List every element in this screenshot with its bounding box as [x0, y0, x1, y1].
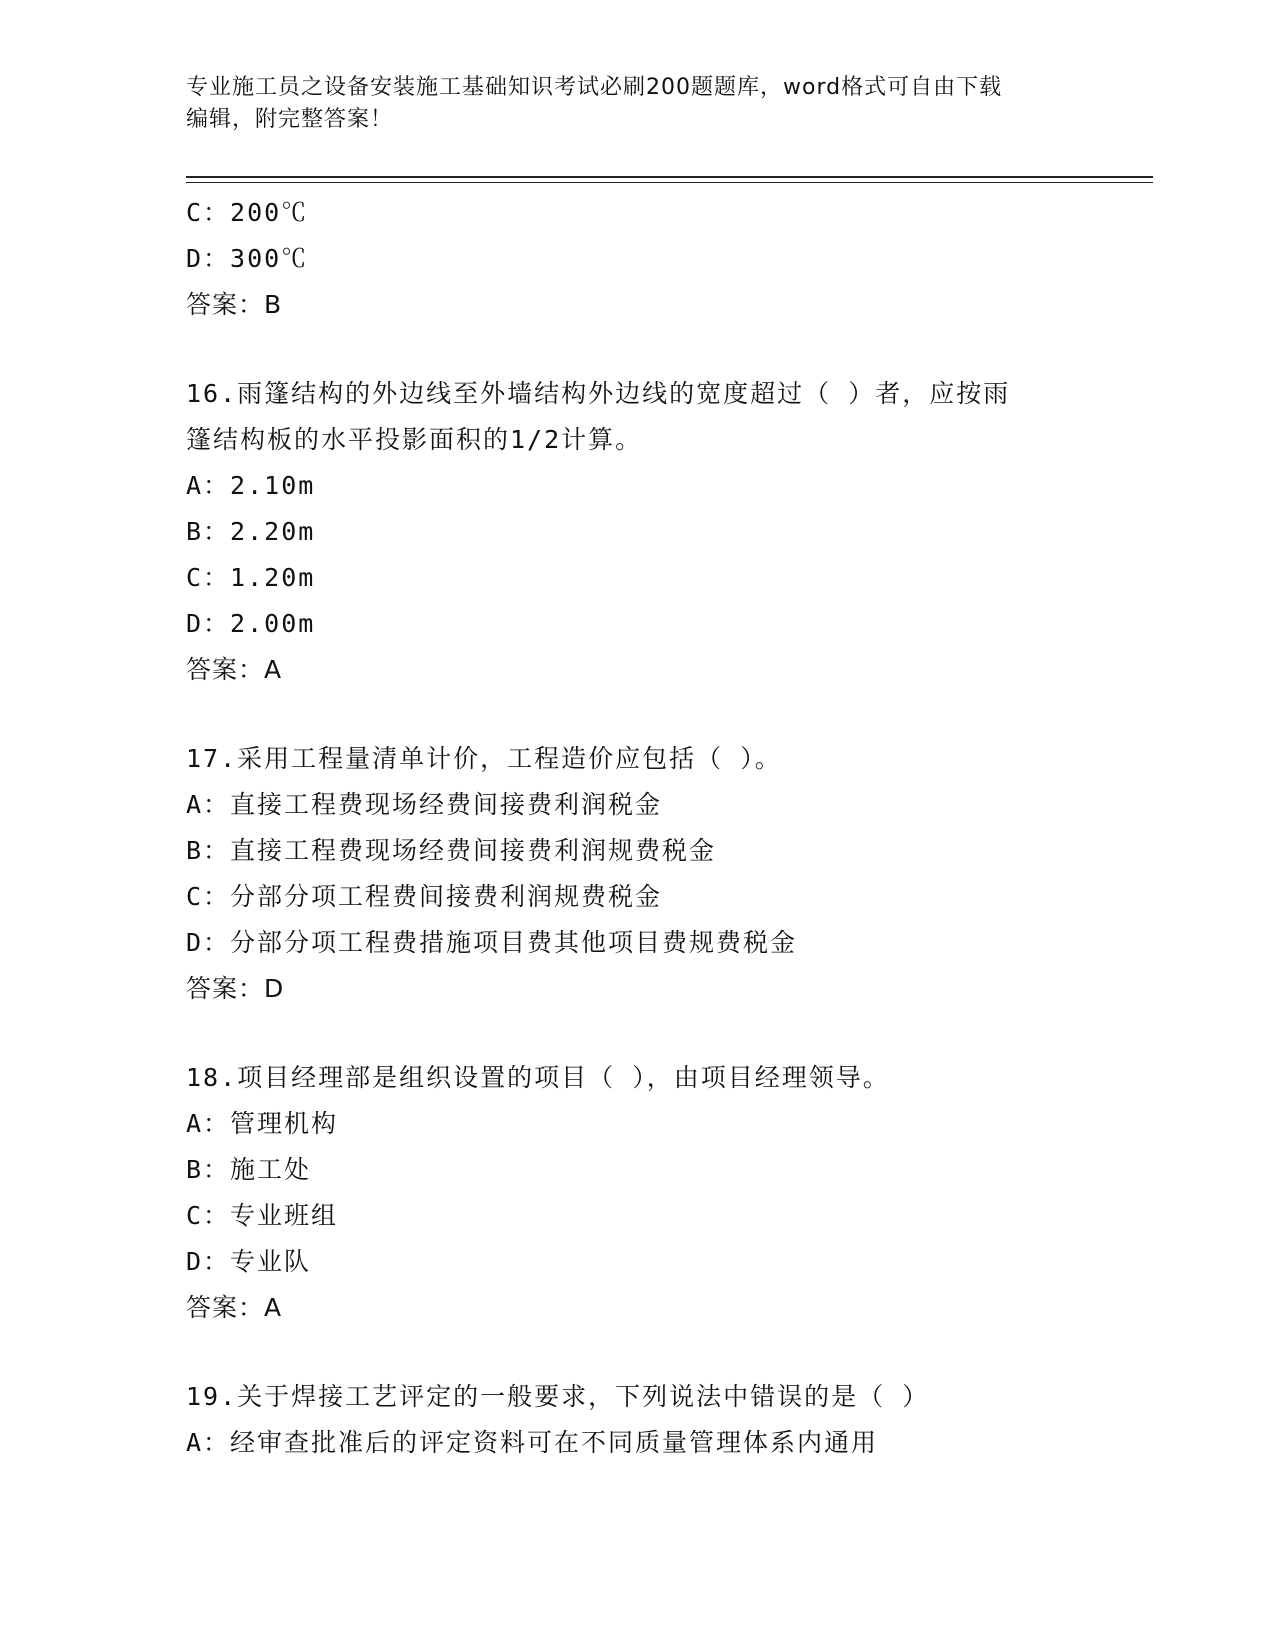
question-18-option-b: B：施工处 — [186, 1155, 312, 1184]
question-16-text-line-1: 16.雨篷结构的外边线至外墙结构外边线的宽度超过（ ）者，应按雨 — [186, 379, 1011, 408]
header-divider-thin — [186, 182, 1153, 183]
question-list — [186, 190, 1146, 1466]
question-19-option-a: A：经审查批准后的评定资料可在不同质量管理体系内通用 — [186, 1428, 879, 1457]
question-18-text: 18.项目经理部是组织设置的项目（ ），由项目经理领导。 — [186, 1063, 890, 1092]
header-title-line-2: 编辑，附完整答案！ — [186, 107, 394, 132]
question-16-answer: 答案：A — [186, 655, 283, 684]
question-18-option-c: C：专业班组 — [186, 1201, 339, 1230]
question-17-text: 17.采用工程量清单计价，工程造价应包括（ ）。 — [186, 744, 782, 773]
question-18-option-d: D：专业队 — [186, 1247, 312, 1276]
question-16-option-d: D：2.00m — [186, 609, 316, 638]
question-17-option-a: A：直接工程费现场经费间接费利润税金 — [186, 790, 663, 819]
header-divider-thick — [186, 176, 1153, 178]
option-d: D：300℃ — [186, 244, 309, 273]
question-19-text: 19.关于焊接工艺评定的一般要求，下列说法中错误的是（ ） — [186, 1382, 930, 1411]
question-16-option-b: B：2.20m — [186, 517, 316, 546]
question-17-answer: 答案：D — [186, 974, 285, 1003]
document-header — [186, 72, 1066, 136]
question-18-option-a: A：管理机构 — [186, 1109, 339, 1138]
question-17-option-d: D：分部分项工程费措施项目费其他项目费规费税金 — [186, 928, 798, 957]
header-title-line-1: 专业施工员之设备安装施工基础知识考试必刷200题题库，word格式可自由下载 — [186, 75, 1003, 100]
question-16-text-line-2: 篷结构板的水平投影面积的1/2计算。 — [186, 425, 643, 454]
option-c: C：200℃ — [186, 198, 309, 227]
question-16-option-c: C：1.20m — [186, 563, 316, 592]
question-17-option-b: B：直接工程费现场经费间接费利润规费税金 — [186, 836, 717, 865]
question-17-option-c: C：分部分项工程费间接费利润规费税金 — [186, 882, 663, 911]
question-18-answer: 答案：A — [186, 1293, 283, 1322]
answer-line: 答案：B — [186, 290, 283, 319]
question-16-option-a: A：2.10m — [186, 471, 316, 500]
